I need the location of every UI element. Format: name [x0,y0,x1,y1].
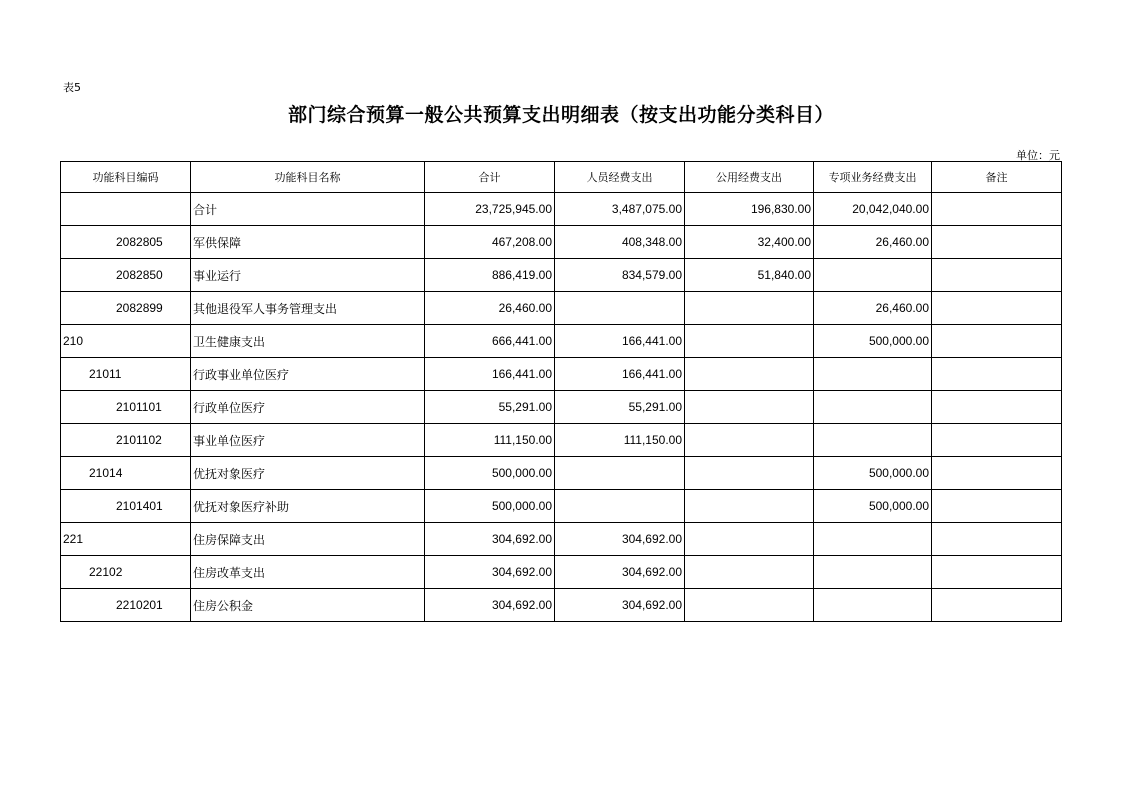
cell-total: 166,441.00 [425,358,555,391]
table-row [61,556,1062,589]
cell-code: 2101101 [61,391,191,424]
cell-code [61,193,191,226]
cell-note [932,523,1062,556]
cell-special: 500,000.00 [814,490,932,523]
cell-note [932,193,1062,226]
cell-personnel: 408,348.00 [555,226,685,259]
table-row [61,325,1062,358]
cell-public [685,325,814,358]
cell-special: 26,460.00 [814,226,932,259]
cell-special [814,589,932,622]
cell-special: 26,460.00 [814,292,932,325]
header-special: 专项业务经费支出 [814,162,932,193]
cell-special: 500,000.00 [814,325,932,358]
cell-name: 合计 [191,193,425,226]
cell-note [932,325,1062,358]
cell-total: 26,460.00 [425,292,555,325]
header-public: 公用经费支出 [685,162,814,193]
cell-personnel [555,292,685,325]
cell-public: 196,830.00 [685,193,814,226]
cell-code: 2210201 [61,589,191,622]
table-row [61,391,1062,424]
cell-special [814,358,932,391]
table-row [61,457,1062,490]
cell-total: 111,150.00 [425,424,555,457]
cell-note [932,226,1062,259]
cell-name: 住房公积金 [191,589,425,622]
cell-name: 其他退役军人事务管理支出 [191,292,425,325]
cell-personnel: 166,441.00 [555,358,685,391]
header-row [61,162,1062,193]
cell-public [685,457,814,490]
cell-code: 2082899 [61,292,191,325]
cell-code: 2101102 [61,424,191,457]
cell-personnel [555,457,685,490]
table-row [61,358,1062,391]
cell-note [932,424,1062,457]
cell-total: 23,725,945.00 [425,193,555,226]
cell-code: 21011 [61,358,191,391]
cell-name: 卫生健康支出 [191,325,425,358]
cell-total: 666,441.00 [425,325,555,358]
cell-code: 21014 [61,457,191,490]
budget-table [60,161,1062,622]
cell-name: 优抚对象医疗补助 [191,490,425,523]
cell-note [932,259,1062,292]
cell-total: 500,000.00 [425,490,555,523]
table-row [61,523,1062,556]
header-name: 功能科目名称 [191,162,425,193]
cell-personnel: 55,291.00 [555,391,685,424]
table-row [61,226,1062,259]
header-code: 功能科目编码 [61,162,191,193]
table-row [61,193,1062,226]
cell-name: 事业运行 [191,259,425,292]
cell-note [932,457,1062,490]
cell-code: 2082805 [61,226,191,259]
cell-total: 467,208.00 [425,226,555,259]
cell-code: 221 [61,523,191,556]
cell-name: 行政事业单位医疗 [191,358,425,391]
cell-total: 304,692.00 [425,556,555,589]
cell-personnel: 304,692.00 [555,556,685,589]
cell-personnel: 834,579.00 [555,259,685,292]
cell-total: 304,692.00 [425,589,555,622]
cell-code: 2082850 [61,259,191,292]
table-row [61,490,1062,523]
unit-label: 单位：元 [1016,149,1060,162]
cell-name: 事业单位医疗 [191,424,425,457]
cell-code: 210 [61,325,191,358]
table-row [61,292,1062,325]
cell-public [685,589,814,622]
cell-personnel: 3,487,075.00 [555,193,685,226]
cell-public [685,556,814,589]
table-row [61,424,1062,457]
page-title: 部门综合预算一般公共预算支出明细表（按支出功能分类科目） [287,104,834,126]
cell-personnel: 304,692.00 [555,523,685,556]
cell-total: 55,291.00 [425,391,555,424]
cell-note [932,490,1062,523]
cell-public [685,523,814,556]
cell-note [932,358,1062,391]
cell-personnel: 304,692.00 [555,589,685,622]
table-row [61,259,1062,292]
cell-special [814,556,932,589]
cell-total: 304,692.00 [425,523,555,556]
cell-special: 500,000.00 [814,457,932,490]
cell-personnel: 166,441.00 [555,325,685,358]
cell-public: 32,400.00 [685,226,814,259]
cell-note [932,589,1062,622]
cell-code: 2101401 [61,490,191,523]
cell-personnel: 111,150.00 [555,424,685,457]
cell-name: 行政单位医疗 [191,391,425,424]
cell-special: 20,042,040.00 [814,193,932,226]
cell-name: 住房保障支出 [191,523,425,556]
table-number: 表5 [63,81,81,94]
cell-total: 500,000.00 [425,457,555,490]
table-row [61,589,1062,622]
cell-public [685,358,814,391]
cell-public [685,391,814,424]
cell-special [814,523,932,556]
cell-public [685,490,814,523]
cell-note [932,292,1062,325]
cell-name: 军供保障 [191,226,425,259]
cell-special [814,259,932,292]
header-personnel: 人员经费支出 [555,162,685,193]
cell-personnel [555,490,685,523]
cell-note [932,556,1062,589]
cell-public [685,292,814,325]
cell-public: 51,840.00 [685,259,814,292]
header-note: 备注 [932,162,1062,193]
cell-note [932,391,1062,424]
header-total: 合计 [425,162,555,193]
cell-name: 优抚对象医疗 [191,457,425,490]
cell-special [814,424,932,457]
cell-total: 886,419.00 [425,259,555,292]
cell-special [814,391,932,424]
cell-code: 22102 [61,556,191,589]
cell-name: 住房改革支出 [191,556,425,589]
cell-public [685,424,814,457]
